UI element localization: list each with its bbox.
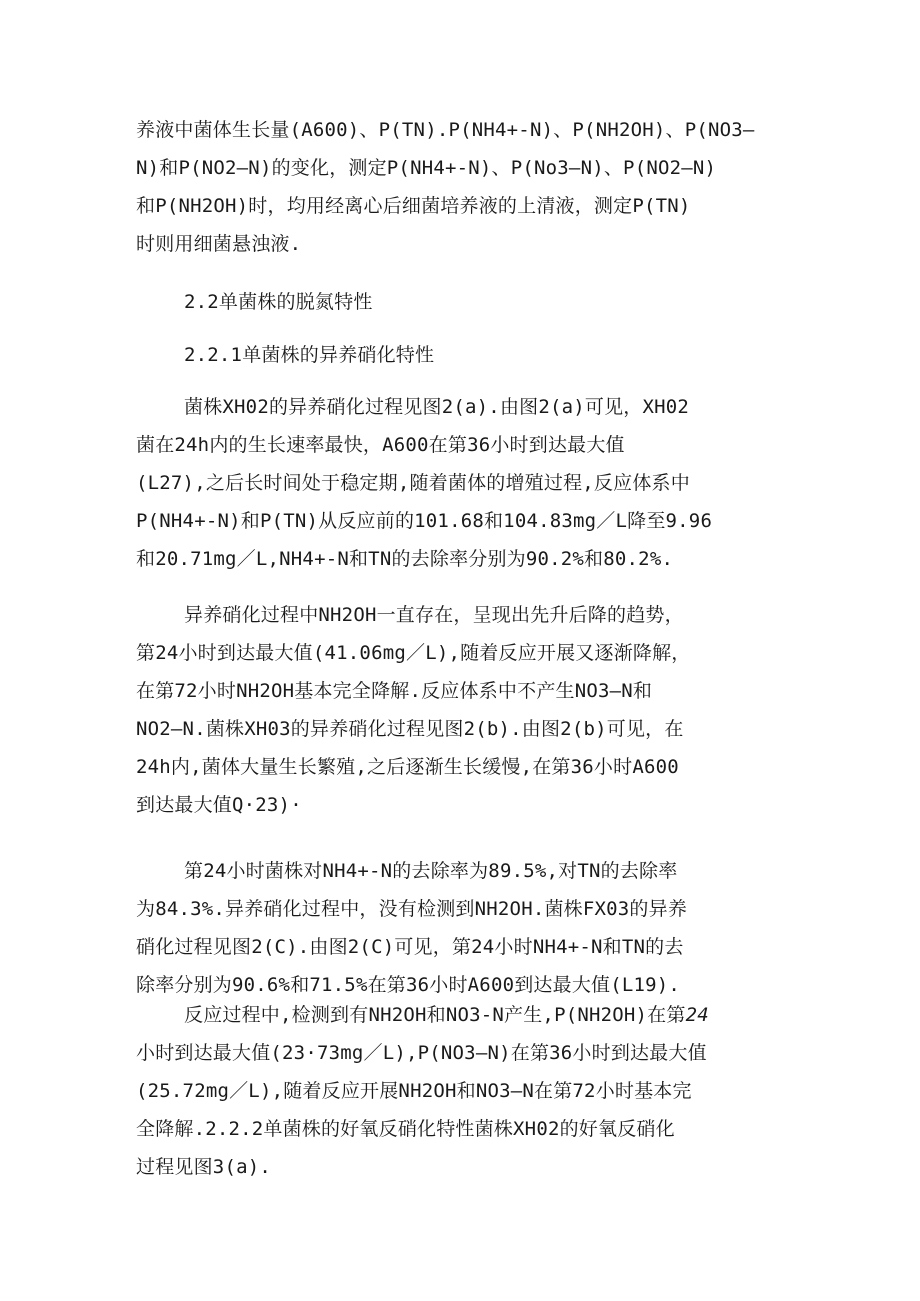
text-line: (25.72mg／L),随着反应开展NH2OH和NO3—N在第72小时基本完 (136, 1080, 692, 1102)
text-line: 硝化过程见图2(C).由图2(C)可见，第24小时NH4+-N和TN的去 (136, 936, 684, 958)
text-line: 过程见图3(a). (136, 1156, 271, 1178)
text-line: 菌在24h内的生长速率最快，A600在第36小时到达最大值 (136, 434, 625, 456)
text-line: NO2—N.菌株XH03的异养硝化过程见图2(b).由图2(b)可见，在 (136, 718, 684, 740)
text-line: 第24小时到达最大值(41.06mg／L),随着反应开展又逐渐降解， (136, 642, 691, 664)
text-line (136, 996, 796, 1034)
text-line: 养液中菌体生长量(A600)、P(TN).P(NH4+-N)、P(NH2OH)、P(NO3— (136, 119, 755, 141)
text-line: (L27),之后长时间处于稳定期,随着菌体的增殖过程,反应体系中 (136, 472, 690, 494)
text-line: 小时到达最大值(23·73mg／L),P(NO3—N)在第36小时到达最大值 (136, 1042, 707, 1064)
paragraph-removal-rates (136, 852, 796, 1004)
section-heading-2-2 (136, 283, 844, 321)
paragraph-continuation (136, 111, 796, 263)
paragraph-reaction-process (136, 996, 796, 1186)
text-line: 全降解.2.2.2单菌株的好氧反硝化特性菌株XH02的好氧反硝化 (136, 1118, 675, 1140)
text-line: 为84.3%.异养硝化过程中，没有检测到NH2OH.菌株FX03的异养 (136, 898, 688, 920)
text-line: 24h内,菌体大量生长繁殖,之后逐渐生长缓慢,在第36小时A600 (136, 756, 679, 778)
paragraph-xh02-nitrification (136, 388, 796, 578)
text-segment: 反应过程中,检测到有NH2OH和NO3-N产生,P(NH2OH)在第 (184, 1004, 686, 1026)
heading-text: 2.2.1单菌株的异养硝化特性 (184, 344, 435, 366)
heading-text: 2.2单菌株的脱氮特性 (184, 291, 373, 313)
text-segment-italic: 24 (685, 1004, 709, 1026)
text-line: 异养硝化过程中NH2OH一直存在，呈现出先升后降的趋势， (184, 604, 684, 626)
text-line: 时则用细菌悬浊液. (136, 233, 302, 255)
text-line: 在第72小时NH2OH基本完全降解.反应体系中不产生NO3—N和 (136, 680, 653, 702)
text-line: 第24小时菌株对NH4+-N的去除率为89.5%,对TN的去除率 (184, 860, 678, 882)
text-line: 和P(NH2OH)时，均用经离心后细菌培养液的上清液，测定P(TN) (136, 195, 691, 217)
text-line: P(NH4+-N)和P(TN)从反应前的101.68和104.83mg／L降至9.96 (136, 510, 713, 532)
section-heading-2-2-1 (136, 336, 844, 374)
text-line: 除率分别为90.6%和71.5%在第36小时A600到达最大值(L19). (136, 974, 681, 996)
text-line: 和20.71mg／L,NH4+-N和TN的去除率分别为90.2%和80.2%. (136, 548, 674, 570)
text-line: 菌株XH02的异养硝化过程见图2(a).由图2(a)可见，XH02 (184, 396, 690, 418)
text-line: N)和P(NO2—N)的变化，测定P(NH4+-N)、P(No3—N)、P(NO2—N) (136, 157, 717, 179)
paragraph-nh2oh-trend (136, 596, 796, 824)
text-line: 到达最大值Q·23)· (136, 794, 302, 816)
